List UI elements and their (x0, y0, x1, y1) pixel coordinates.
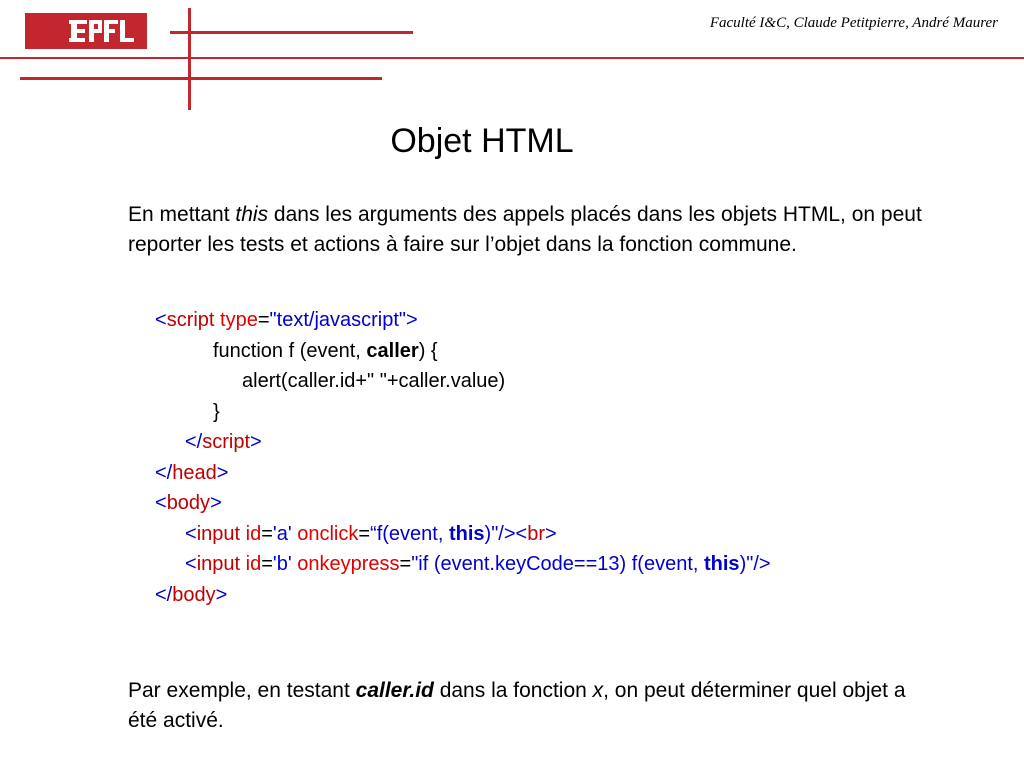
code-token: = (261, 553, 273, 575)
code-token: > (215, 583, 228, 606)
code-token: ) { (418, 339, 438, 362)
code-token: “f(event, (370, 522, 449, 545)
code-token: script (166, 309, 215, 331)
code-token: "text/javascript"> (269, 309, 418, 331)
code-token: < (155, 492, 167, 514)
code-token: < (185, 553, 197, 575)
header-credit: Faculté I&C, Claude Petitpierre, André Maurer (709, 15, 998, 31)
code-token: = (261, 522, 273, 545)
code-token: br (527, 522, 546, 545)
header-rule-left (20, 77, 382, 80)
code-token: 'a' (272, 522, 292, 545)
code-token: this (704, 553, 740, 575)
outro-middle: dans la fonction (433, 679, 593, 702)
code-line-1 (155, 305, 771, 336)
slide-title (0, 122, 1024, 161)
code-line-2 (155, 336, 771, 367)
epfl-logo-mark (25, 13, 147, 49)
code-token: = (399, 553, 412, 575)
code-line-4 (155, 397, 771, 428)
outro-after: , on peut déterminer quel objet a été activé. (128, 679, 906, 732)
code-token: onclick (297, 522, 359, 545)
intro-paragraph (128, 200, 928, 259)
code-token: alert(caller.id+" "+caller.value) (242, 370, 506, 392)
code-token: head (172, 461, 217, 484)
code-token: id (245, 553, 262, 575)
outro-paragraph (128, 676, 928, 735)
code-token: < (185, 522, 197, 545)
code-token: < (155, 309, 167, 331)
code-token: )"/> (739, 553, 771, 575)
epfl-logo (25, 13, 147, 49)
code-token: > (210, 492, 222, 514)
code-line-3 (155, 366, 771, 397)
code-token: = (257, 309, 270, 331)
slide-title-text: Objet HTML (390, 122, 574, 160)
code-line-6 (155, 458, 771, 489)
intro-this: this (235, 203, 269, 226)
code-token: )"/>< (484, 522, 528, 545)
code-token: > (250, 431, 262, 453)
code-line-5 (155, 427, 771, 458)
code-token: "if (event.keyCode==13) f(event, (411, 553, 704, 575)
code-token: </ (185, 431, 203, 453)
code-line-7 (155, 488, 771, 519)
code-token: </ (155, 461, 173, 484)
code-token: </ (155, 583, 173, 606)
header-rule-full (0, 57, 1024, 59)
code-line-8 (155, 519, 771, 550)
code-line-9 (155, 549, 771, 580)
code-token: type (220, 309, 258, 331)
code-line-10 (155, 580, 771, 611)
code-token: id (245, 522, 262, 545)
header-rule-vertical (188, 8, 191, 110)
outro-before: Par exemple, en testant (128, 679, 356, 702)
code-token: script (202, 431, 251, 453)
intro-after: dans les arguments des appels placés dans les objets HTML, on peut reporter les tests et actions à faire sur l’objet dans la fonction commune. (128, 203, 922, 256)
code-token: body (166, 492, 211, 514)
code-token: 'b' (272, 553, 292, 575)
code-token: input (196, 522, 241, 545)
code-token: > (545, 522, 557, 545)
code-token: = (358, 522, 371, 545)
header-rule-short (170, 31, 413, 34)
code-token: body (172, 583, 216, 606)
code-token: function f (event, (213, 339, 367, 362)
code-token: input (196, 553, 241, 575)
code-token: caller (366, 339, 419, 362)
code-block (155, 305, 771, 610)
intro-before: En mettant (128, 203, 236, 226)
outro-caller-id: caller.id (355, 679, 434, 702)
code-token: > (216, 461, 229, 484)
code-token: } (213, 400, 220, 423)
outro-x: x (592, 679, 604, 702)
code-token: onkeypress (297, 553, 400, 575)
code-token: this (448, 522, 485, 545)
